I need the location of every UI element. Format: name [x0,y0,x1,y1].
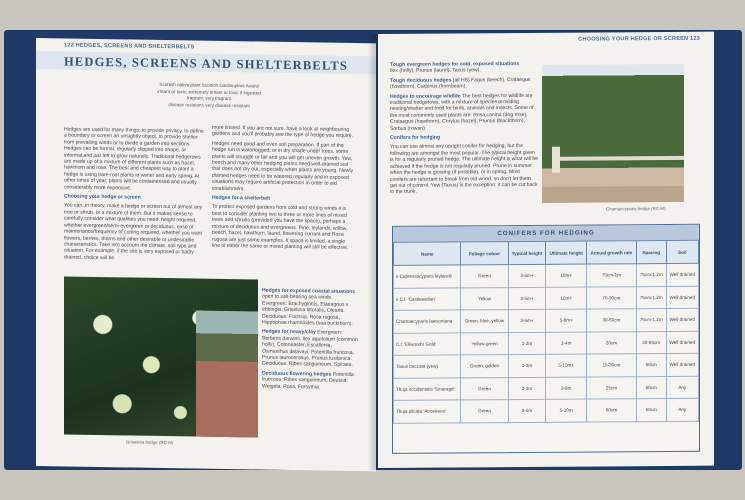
table-cell: 25cm [586,376,636,399]
table-header-cell: Name [394,242,461,265]
table-cell: 75cm-1m [586,264,636,287]
subheading: Choosing your hedge or screen [64,193,141,201]
legend-line: Scottish native plant Scottish Gardenplant Award [159,81,259,89]
left-column-1 [64,126,204,265]
table-cell: Thuja plicata 'Atrovirens' [394,400,461,423]
table-cell: x C.l. 'Castlewellan' [394,287,461,310]
symbol-legend [124,81,294,110]
body-text: You can use almost any upright conifer for hedging, but the following are amongst the most popular. The typical height given is for a regularly pruned hedge. The ultimate height is what will be achieved if the hedge is not regularly pruned. Prune in summer when the hedge is growing (if possible), or in spring. Most conifers are reluctant to break from old wood, so don't let them get out of control. Yew (Taxus) is the exception: it can be cut back to the trunk. [390,143,538,196]
body-paragraph: Hedges need good and even soil preparation. If part of the hedge run is waterlogged, or in dry shade under trees, some plants will struggle or fail and you will get uneven growth. Yew, beech and many other hedging plants need well-drained soil that does not dry out, especially when plants are young. Newly planted hedges need to be watered regularly and in exposed situations may require artificial protection in order to aid establishment. [212,140,354,192]
body-text: (all HS) Fagus (beech), Crataegus (hawthorn), Carpinus (hornbeam). [390,76,531,91]
sidebar-lists [262,288,358,395]
table-header-cell: Foliage colour [461,242,508,265]
sidebar-text: open to salt-bearing sea winds. Evergreen: Brachyglottis, Elaeagnus x ebbingei, Griselinia littoralis, Olearia. Deciduous: Fuchsia, Rosa rugosa, Hippophae rhamnoides (sea buckthorn). [262,293,353,328]
table-cell: Green [461,377,508,400]
intro-paragraph: Hedges are used for many things: to provide privacy, to define a boundary or screen an unsightly object, to provide shelter from prevailing winds or to divide a garden into sections. Hedges can be formal, regularly clipped into shape, or informal and just left to grow naturally. Traditional hedgerows are made up of a mixture of different plants such as hazel, hawthorn and rose. The best and cheapest way to plant a hedge is using bare-root plants in winter and early spring. At other times of year, plants will be containerised and usually considerably more expensive. [64,126,204,192]
chapter-title: HEDGES, SCREENS AND SHELTERBELTS [63,54,349,73]
table-cell: 5-8m+ [546,309,587,332]
table-header-row [394,240,699,265]
table-cell: Any [666,376,698,399]
right-running-head: CHOOSING YOUR HEDGE OR SCREEN 123 [578,35,700,43]
table-cell: Well drained [666,353,698,376]
right-column-text [390,61,538,199]
table-cell: Green [461,400,508,423]
sidebar-text: Potentilla fruticosa, Ribes sanguineum, Deutzia, Weigela, Rosa, Forsythia. [262,371,354,391]
table-cell: 60cm [636,353,666,376]
table-cell: 30-60cm [586,309,636,332]
table-cell: 5-10m [546,399,587,422]
table-cell: 70-90cm [586,286,636,309]
table-cell: Green [461,265,508,288]
table-cell: Green, golden [461,355,508,378]
table-cell: Taxus baccata (yew) [394,355,461,378]
photo-caption: Griselinia hedge (RC-M) [126,439,174,446]
table-row [394,308,699,333]
table-cell: Well drained [666,308,698,331]
left-column-2 [212,125,354,255]
sidebar-heading: Deciduous flowering hedges [262,370,332,378]
table-cell: 2-4m [546,332,587,355]
table-row [394,376,699,401]
stone-railing [560,156,684,161]
sidebar-text: Evergreen: Berberis darwinii, Ilex aquifolium (common holly), Cotoneaster, Escallonia, Osmanthus delavayi, Potentilla fruticosa, Prunus laurocerasus, Prunus lusitanica. Deciduous: Ribes sanguineum, Spiraea. [262,329,358,369]
table-cell: 3-5m+ [508,287,546,310]
table-row [394,286,699,311]
table-cell: 1-2m [508,332,546,355]
table-header-cell: Annual growth rate [586,241,636,264]
conifers-table-panel [392,224,700,454]
table-cell: Green, blue, yellow [461,310,508,333]
chamaecyparis-hedge-photo [542,64,684,203]
table-row [394,263,699,288]
table-row [394,331,699,356]
right-page [378,32,714,468]
subheading: Tough evergreen hedges for cold, exposed situations [390,61,520,68]
table-cell: 60cm [636,398,666,421]
table-cell: Thuja occidentalis 'Smaragd' [394,377,461,400]
table-cell: 60cm [586,399,636,422]
legend-line: fragrant; very fragrant [186,95,232,102]
table-cell: 3-5m+ [508,264,546,287]
table-cell: 5-10m+ [546,354,587,377]
body-paragraph: To protect exposed gardens from cold and strong winds it is best to consider planting two to three or more lines of mixed trees and shrubs (provided you have the space), perhaps a mixture of deciduous and evergreens. Pine, leylandii, willow, beech, hazel, hawthorn, laurel, flowering currant and Rosa rugosa are just some examples. If space is limited, a single line of either the same or mixed planting will still be effective. [212,204,349,251]
table-cell: Well drained [666,286,698,309]
conifers-table [393,240,699,424]
stone-pillar [552,147,560,173]
table-cell: 20cm [586,331,636,354]
lawn-area [542,186,684,203]
table-row [394,353,699,378]
table-cell: Yellow [461,287,508,310]
body-paragraph: more limited. If you are not sure, have a look at neighbouring gardens and you'll probably see the type of hedge you require. [212,124,353,140]
brick-wall-photo-detail [196,311,258,438]
body-text: Ilex (holly), Prunus (laurel), Taxus (yew). [390,67,481,75]
table-cell: 2-3m [508,377,546,400]
table-header-cell: Typical height [508,241,546,264]
table-cell: x Cupressocyparis leylandii [394,265,461,288]
table-header-cell: Spacing [636,240,666,263]
table-cell: Yellow-green [461,332,508,355]
table-cell: Well drained [666,263,698,286]
table-cell: 75cm-1.2m [636,263,666,286]
table-row [394,398,699,423]
table-body [394,263,699,423]
table-cell: Well drained [666,331,698,354]
table-cell: 40-60cm [636,331,666,354]
body-text: The best hedges for wildlife are traditional hedgerows, with a mixture of species providing nesting/shelter and food for birds, animals and insects. Some of the most commonly used plants are: Rosa canina (dog rose), Crataegus (hawthorn), Corylus (hazel), Prunus (blackthorn), Sorbus (rowan). [390,92,534,132]
table-cell: Any [666,398,698,421]
table-title: CONIFERS FOR HEDGING [393,225,699,242]
left-running-head: 122 HEDGES, SCREENS AND SHELTERBELTS [64,42,195,51]
sidebar-heading: Hedges for exposed coastal situations [262,287,356,296]
table-cell: Chamaecyparis lawsoniana [394,310,461,333]
subheading: Conifers for hedging [390,134,441,141]
table-header-cell: Ultimate height [546,241,587,264]
subheading: Hedges for a shelterbelt [212,194,271,202]
table-cell: 75cm-1.2m [636,308,666,331]
subheading: Tough deciduous hedges [390,77,452,84]
legend-line: disease resistant; very disease resistant [168,101,250,109]
table-header-cell: Soil [666,240,698,263]
subheading: Hedges to encourage wildlife [390,93,461,100]
photo-caption: Chamaecyparis hedge (RC-M) [606,205,666,212]
table-cell: C.l. 'Ellwood's Gold' [394,332,461,355]
table-cell: 10m+ [546,264,587,287]
table-cell: 60cm [636,376,666,399]
table-cell: 15-30cm [586,354,636,377]
table-cell: 3-6m [546,377,587,400]
table-cell: 3-5m [508,399,546,422]
sidebar-heading: Hedges for heavy/clay [262,328,316,336]
table-cell: 75cm-1.2m [636,286,666,309]
table-cell: 10m+ [546,287,587,310]
body-paragraph: You can, in theory, make a hedge or screen out of almost any tree or shrub, or a mixture of them. But it makes sense to carefully consider what qualities you need: height required, whether evergreen/semi-evergreen or deciduous, ease of maintenance/frequency of cutting required, whether you want flowers, berries, thorns and other desirable or undesirable characteristics. Take into account the climate, soil type and situation. For example, if the site is very exposed or badly drained, choice will be [64,202,203,261]
table-cell: 1-3m [508,354,546,377]
legend-line: irritant or toxic; extremely irritant or toxic if ingested [157,88,261,96]
table-cell: 3-5m+ [508,309,546,332]
left-page [36,38,376,471]
